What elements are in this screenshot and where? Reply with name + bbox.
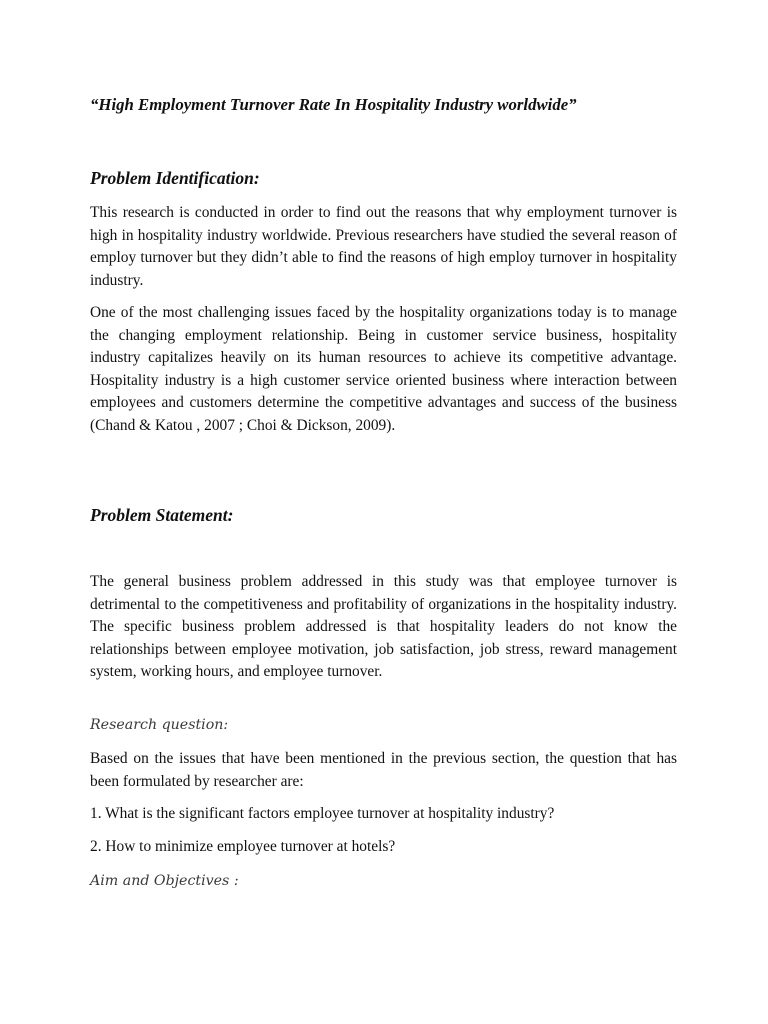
research-question-1: 1. What is the significant factors employee turnover at hospitality industry?	[90, 805, 555, 822]
aim-objectives-heading: Aim and Objectives :	[90, 873, 239, 889]
document-title: “High Employment Turnover Rate In Hospitality Industry worldwide”	[90, 95, 577, 114]
research-question-intro: Based on the issues that have been mentioned in the previous section, the question that has been formulated by researcher are:	[90, 750, 677, 790]
problem-statement-paragraph: The general business problem addressed in this study was that employee turnover is detrimental to the competitiveness and profitability of organizations in the hospitality industry. The specific business problem addressed is that hospitality leaders do not know the relationships between employee motivation, job satisfaction, job stress, reward management system, working hours, and employee turnover.	[90, 573, 677, 680]
problem-identification-paragraph-2: One of the most challenging issues faced by the hospitality organizations today is to manage the changing employment relationship. Being in customer service business, hospitality industry capitalizes heavily on its human resources to achieve its competitive advantage. Hospitality industry is a high customer service oriented business where interaction between employees and customers determine the competitive advantages and success of the business (Chand & Katou , 2007 ; Choi & Dickson, 2009).	[90, 304, 677, 434]
research-question-2: 2. How to minimize employee turnover at hotels?	[90, 838, 396, 855]
problem-identification-paragraph-1: This research is conducted in order to find out the reasons that why employment turnover is high in hospitality industry worldwide. Previous researchers have studied the several reason of employ turnover but they didn’t able to find the reasons of high employ turnover in hospitality industry.	[90, 204, 677, 289]
problem-statement-heading: Problem Statement:	[90, 505, 234, 525]
problem-identification-heading: Problem Identification:	[90, 168, 260, 188]
research-question-heading: Research question:	[90, 717, 229, 733]
